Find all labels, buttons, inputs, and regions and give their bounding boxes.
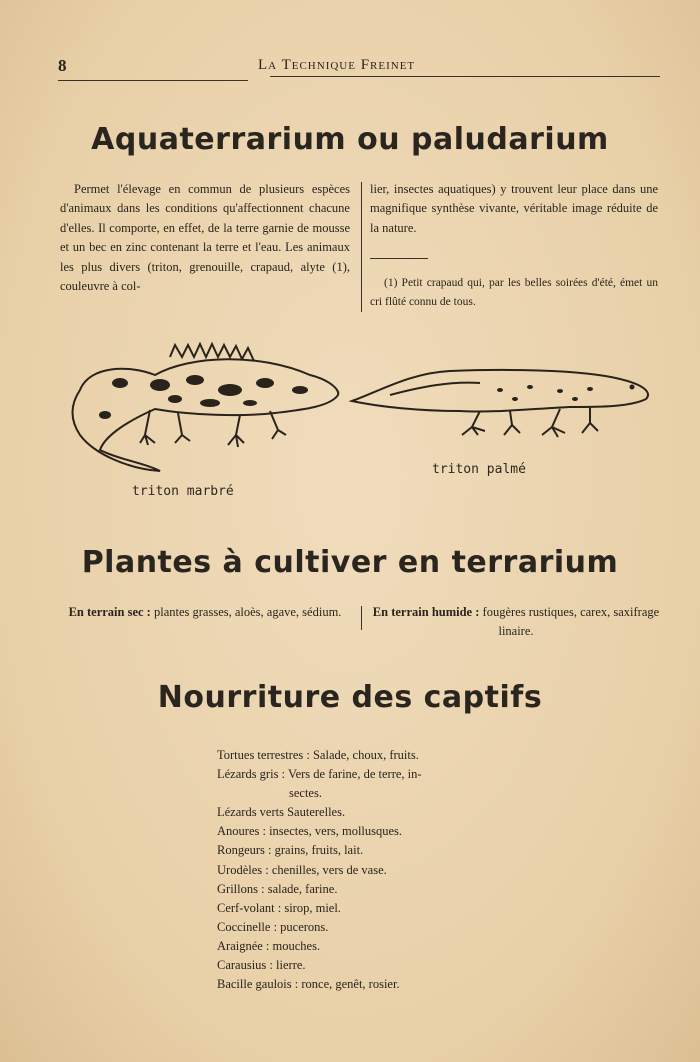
food-item: Rongeurs : grains, fruits, lait. (217, 843, 364, 858)
food-item: Grillons : salade, farine. (217, 881, 338, 896)
food-item: Urodèles : chenilles, vers de vase. (217, 862, 387, 877)
section-title-aquaterrarium: Aquaterrarium ou paludarium (91, 122, 609, 157)
triton-palme-drawing (352, 370, 648, 437)
footnote-text: (1) Petit crapaud qui, par les belles soirées d'été, émet un cri flûté connu de tous. (370, 277, 658, 309)
plants-humid-soil (371, 603, 661, 642)
section-title-plantes: Plantes à cultiver en terrarium (81, 545, 619, 580)
dry-soil-label: En terrain sec : (68, 605, 151, 619)
section1-right-text: lier, insectes aquatiques) y trouvent leur place dans une magnifique synthèse vivante, véritable image réduite de la nature. (370, 182, 658, 235)
dry-soil-plants: plantes grasses, aloès, agave, sédium. (153, 605, 342, 619)
food-list (217, 746, 487, 994)
column-divider (361, 182, 362, 312)
page-header (58, 52, 658, 82)
section1-footnote (370, 274, 658, 313)
food-item: Tortues terrestres : Salade, choux, fruits. (217, 748, 419, 762)
food-item: Bacille gaulois : ronce, genêt, rosier. (217, 977, 400, 992)
food-item: Lézards gris : Vers de farine, de terre, in- (217, 767, 422, 782)
page-number: 8 (58, 56, 67, 75)
header-rule-right (270, 76, 660, 77)
section-title-nourriture: Nourriture des captifs (157, 680, 543, 715)
food-item: Carausius : lierre. (217, 958, 306, 973)
section1-left-column (60, 180, 350, 312)
section1-left-text: Permet l'élevage en commun de plusieurs espèces d'animaux dans les conditions qu'affectionnent chacune d'elles. Il comporte, en effet, de la terre garnie de mousse et un bec en zinc contenant la terre et l'eau. Les animaux les plus divers (triton, grenouille, crapaud, alyte (1), couleuvre à col- (60, 182, 350, 294)
food-item: Anoures : insectes, vers, mollusques. (217, 824, 403, 839)
section1-right-column (370, 180, 658, 238)
caption-triton-palme: triton palmé (432, 462, 526, 477)
food-item-continuation: sectes. (289, 786, 322, 801)
caption-triton-marbre: triton marbré (132, 484, 234, 499)
humid-soil-plants: fougères rustiques, carex, saxifrage linaire. (482, 605, 660, 639)
footnote-rule (370, 258, 428, 259)
food-item: Coccinelle : pucerons. (217, 919, 329, 934)
header-rule-left (58, 80, 248, 81)
food-item: Cerf-volant : sirop, miel. (217, 900, 341, 915)
plants-divider (361, 606, 362, 630)
running-title: La Technique Freinet (258, 57, 416, 73)
humid-soil-label: En terrain humide : (372, 605, 480, 619)
food-item: Lézards verts Sauterelles. (217, 805, 346, 820)
food-item: Araignée : mouches. (217, 938, 321, 953)
triton-marbre-drawing (73, 344, 339, 471)
plants-dry-soil (60, 603, 350, 622)
